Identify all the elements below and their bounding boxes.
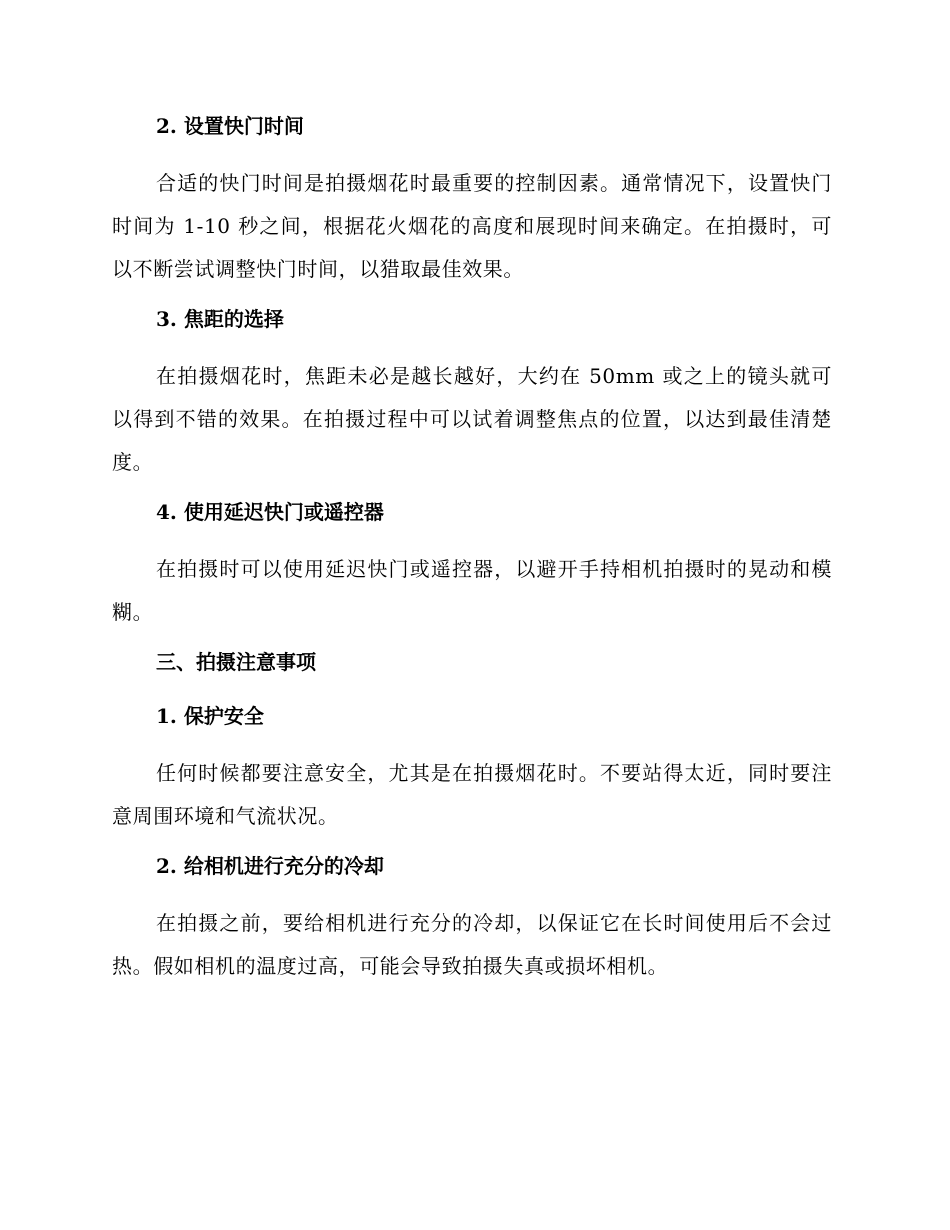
- paragraph-camera-cooling: 在拍摄之前，要给相机进行充分的冷却，以保证它在长时间使用后不会过热。假如相机的温度过高，可能会导致拍摄失真或损坏相机。: [112, 911, 832, 978]
- heading-delay-shutter: 4. 使用延迟快门或遥控器: [156, 500, 384, 524]
- document-body: [112, 108, 832, 988]
- heading-shutter-time: 2. 设置快门时间: [156, 114, 304, 138]
- heading-focal-length: 3. 焦距的选择: [156, 307, 284, 331]
- paragraph-delay-shutter: 在拍摄时可以使用延迟快门或遥控器，以避开手持相机拍摄时的晃动和模糊。: [112, 557, 832, 624]
- paragraph-focal-length: 在拍摄烟花时，焦距未必是越长越好，大约在 50mm 或之上的镜头就可以得到不错的效果。在拍摄过程中可以试着调整焦点的位置，以达到最佳清楚度。: [112, 364, 832, 474]
- heading-safety: 1. 保护安全: [156, 704, 264, 728]
- paragraph-safety: 任何时候都要注意安全，尤其是在拍摄烟花时。不要站得太近，同时要注意周围环境和气流状况。: [112, 761, 832, 828]
- paragraph-shutter-time: 合适的快门时间是拍摄烟花时最重要的控制因素。通常情况下，设置快门时间为 1-10 秒之间，根据花火烟花的高度和展现时间来确定。在拍摄时，可以不断尝试调整快门时间，以猎取最佳效果。: [112, 171, 832, 281]
- heading-camera-cooling: 2. 给相机进行充分的冷却: [156, 854, 384, 878]
- section-heading-precautions: 三、拍摄注意事项: [156, 650, 316, 674]
